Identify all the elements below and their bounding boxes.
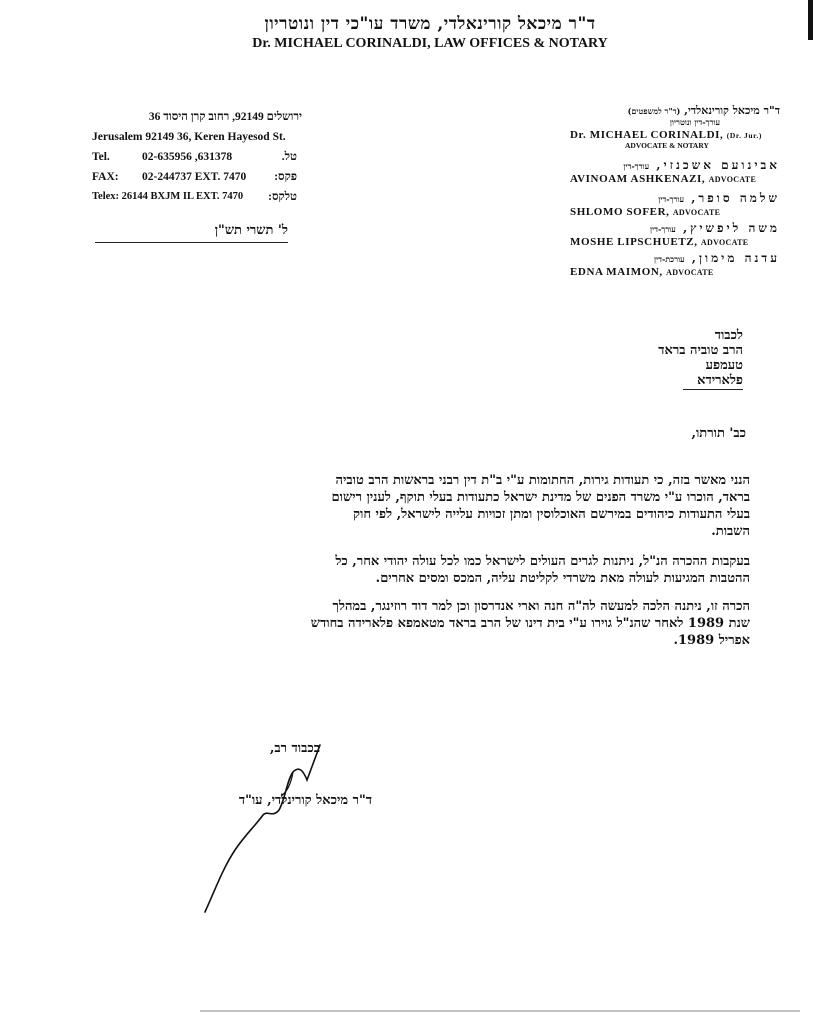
recipient-line1: לכבוד	[714, 328, 743, 343]
partner-3-en-name: EDNA MAIMON,	[570, 266, 663, 278]
date-underline	[95, 242, 288, 243]
paragraph-1	[150, 472, 750, 540]
partner-0-he-name: אבינועם אשכנזי,	[656, 158, 780, 172]
fax-row	[92, 171, 297, 185]
paragraph-2-line-1: בעקבות ההכרה הנ"ל, ניתנות לגרים העולים לישראל כמו לכל עולה יהודי אחר, כל	[335, 554, 750, 569]
partner-0-en	[570, 173, 780, 185]
paragraph-3	[150, 598, 750, 649]
partner-2-he-role: עורך-דין	[650, 224, 676, 234]
scan-bottom-mark	[200, 1010, 800, 1012]
paragraph-1-line-3: בעלי התעודות כיהודים במירשם האוכלוסין ומתן זכויות עלייה לישראל, לפי חוק	[353, 507, 750, 522]
paragraph-2	[150, 553, 750, 587]
letter-date: ל' תשרי תש"ן	[214, 223, 288, 238]
tel-label-he: טל.	[281, 151, 297, 163]
partner-1	[570, 191, 780, 218]
partner-0-he	[570, 158, 780, 173]
letterhead-english: Dr. MICHAEL CORINALDI, LAW OFFICES & NOTARY	[252, 36, 608, 51]
recipient-block	[560, 328, 743, 388]
recipient-line4: פלארידא	[697, 373, 743, 388]
recipient-line3: טעמפע	[705, 358, 743, 373]
partner-0	[570, 158, 780, 185]
address-hebrew: ירושלים 92149, רחוב קרן היסוד 36	[148, 111, 302, 123]
partner-2-en	[570, 236, 780, 248]
partner-0-en-role: ADVOCATE	[708, 175, 757, 184]
head-partner-en-title: (Dr. Jur.)	[726, 131, 762, 140]
telex-row	[92, 191, 297, 205]
partner-3-en	[570, 266, 780, 278]
fax-label-en: FAX:	[92, 171, 119, 183]
paragraph-2-line-2: ההטבות המגיעות לעולה מאת משרדי לקליטת עליה, המכס ומסים אחרים.	[375, 571, 750, 586]
partner-1-en	[570, 206, 780, 218]
scan-edge-mark	[808, 0, 813, 40]
partner-3-en-role: ADVOCATE	[666, 268, 714, 277]
tel-label-en: Tel.	[92, 151, 110, 163]
paragraph-1-line-1: הנני מאשר בזה, כי תעודות גירות, החתומות ע"י ב"ת דין רבני בראשות הרב טוביה	[335, 473, 750, 488]
paragraph-1-line-2: בראד, הוכרו ע"י משרד הפנים של מדינת ישראל כתעודות בעלי תוקף, לענין רישום	[331, 490, 750, 505]
fax-label-he: פקס:	[274, 171, 297, 183]
paragraph-1-line-4: השבות.	[711, 524, 750, 539]
paragraph-3-line-1: הכרה זו, ניתנה הלכה למעשה לה"ה חנה וארי אנדרסון וכן למר דוד רוזינגר, במהלך	[332, 599, 750, 614]
tel-value: 02-635956 ,631378	[142, 151, 233, 163]
head-partner-he	[570, 104, 780, 117]
partner-2-en-role: ADVOCATE	[700, 238, 749, 247]
paragraph-3-line-3: אפריל 1989.	[673, 633, 750, 648]
partner-1-he-role: עורך-דין	[658, 194, 684, 204]
partner-1-en-name: SHLOMO SOFER,	[570, 206, 670, 218]
head-partner-en-role: ADVOCATE & NOTARY	[625, 141, 709, 150]
letterhead-hebrew: ד"ר מיכאל קורינאלדי, משרד עו"כי דין ונוטריון	[264, 14, 596, 34]
address-english: Jerusalem 92149 36, Keren Hayesod St.	[92, 131, 286, 143]
head-partner-he-name: ד"ר מיכאל קורינאלדי,	[684, 104, 780, 117]
telex-value: Telex: 26144 BXJM IL EXT. 7470	[92, 191, 244, 202]
partner-0-en-name: AVINOAM ASHKENAZI,	[570, 173, 706, 185]
partner-3-he	[570, 251, 780, 266]
partner-3-he-role: עורכת-דין	[653, 254, 685, 264]
partner-1-he-name: שלמה סופר,	[691, 191, 780, 205]
closing: בכבוד רב,	[269, 741, 320, 756]
handwritten-signature	[195, 740, 335, 920]
recipient-line2: הרב טוביה בראד	[658, 343, 743, 358]
partner-1-he	[570, 191, 780, 206]
telex-label-he: טלקס:	[268, 191, 297, 203]
partner-2-he	[570, 221, 780, 236]
partner-3-he-name: עדנה מימון,	[691, 251, 780, 265]
partner-1-en-role: ADVOCATE	[672, 208, 721, 217]
partner-2-he-name: משה ליפשיץ,	[682, 221, 780, 235]
salutation: כב' תורתו,	[691, 426, 746, 441]
head-partner-he-title: (ד"ר למשפטים)	[627, 106, 681, 116]
head-partner-en	[570, 129, 780, 141]
paragraph-3-line-2: שנת 1989 לאחר שהנ"ל גוירו ע"י בית דינו של הרב בראד מטאמפא פלארידה בחודש	[310, 616, 750, 631]
partner-3	[570, 251, 780, 278]
fax-value: 02-244737 EXT. 7470	[142, 171, 247, 183]
partner-2-en-name: MOSHE LIPSCHUETZ,	[570, 236, 698, 248]
partners-block	[570, 104, 780, 150]
partner-0-he-role: עורך-דין	[623, 161, 650, 171]
recipient-underline	[683, 389, 743, 390]
partner-2	[570, 221, 780, 248]
tel-row	[92, 151, 297, 165]
head-partner-he-role: עורך-דין ונוטריון	[669, 117, 720, 127]
signatory-name: ד"ר מיכאל קורינלדי, עו"ד	[238, 793, 372, 808]
head-partner-en-name: Dr. MICHAEL CORINALDI,	[570, 129, 724, 141]
